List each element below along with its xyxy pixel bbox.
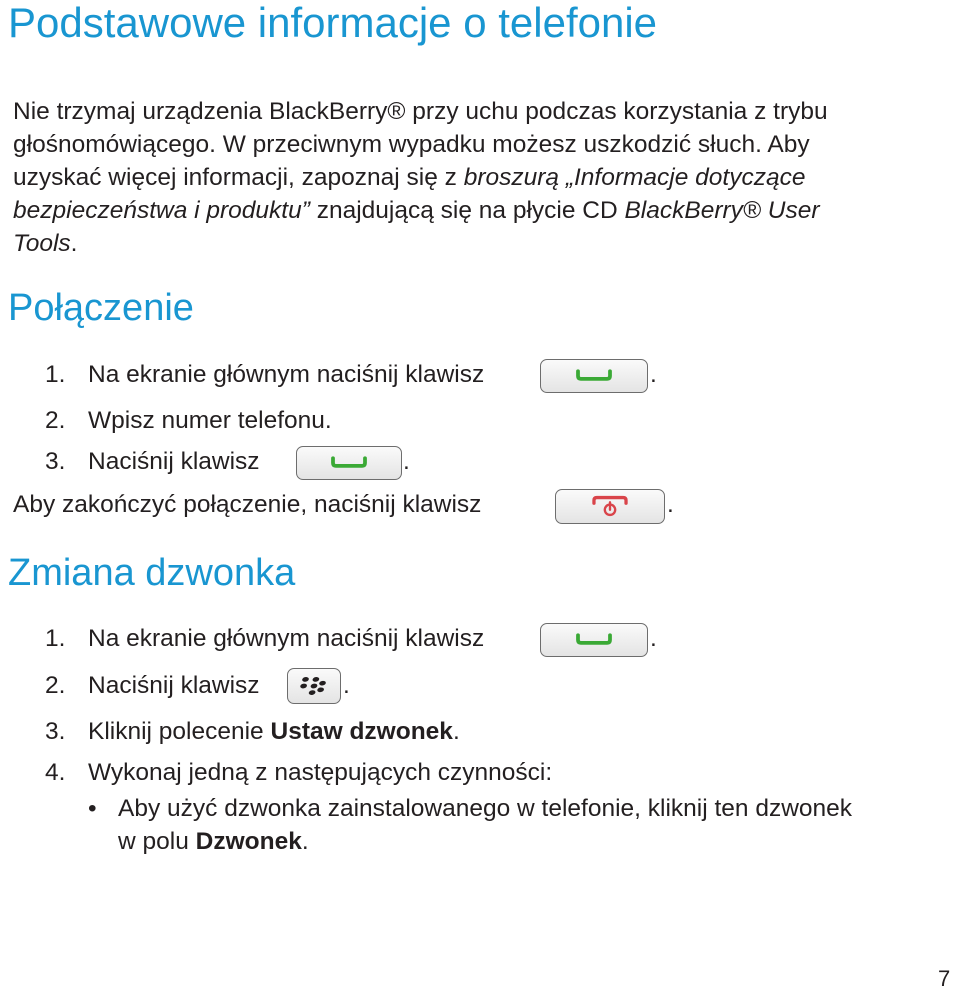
step-number: 2.	[45, 672, 66, 699]
bullet-text-line-2: w polu Dzwonek.	[118, 828, 309, 855]
page-number: 7	[938, 966, 951, 991]
bullet-marker: •	[88, 795, 97, 822]
send-key-icon	[540, 359, 648, 393]
step-number: 4.	[45, 759, 66, 786]
section-heading-polaczenie: Połączenie	[8, 287, 194, 329]
intro-line-5: Tools.	[13, 230, 78, 257]
intro-line-2: głośnomówiącego. W przeciwnym wypadku możesz uszkodzić słuch. Aby	[13, 131, 810, 158]
step-number: 1.	[45, 361, 66, 388]
step-end: .	[403, 448, 410, 475]
page-title: Podstawowe informacje o telefonie	[8, 0, 658, 46]
blackberry-menu-key-icon	[287, 668, 341, 704]
step-text: Na ekranie głównym naciśnij klawisz	[88, 361, 485, 388]
intro-line-3: uzyskać więcej informacji, zapoznaj się z broszurą „Informacje dotyczące	[13, 164, 806, 191]
step-end: .	[650, 361, 657, 388]
step-text: Naciśnij klawisz	[88, 672, 260, 699]
step-number: 3.	[45, 718, 66, 745]
step-text: Naciśnij klawisz	[88, 448, 260, 475]
step-text: Kliknij polecenie Ustaw dzwonek.	[88, 718, 460, 745]
step-text: Na ekranie głównym naciśnij klawisz	[88, 625, 485, 652]
end-key-icon	[555, 489, 665, 524]
step-number: 1.	[45, 625, 66, 652]
section-heading-zmiana-dzwonka: Zmiana dzwonka	[8, 552, 296, 594]
intro-line-1: Nie trzymaj urządzenia BlackBerry® przy uchu podczas korzystania z trybu	[13, 98, 828, 125]
step-text: Wpisz numer telefonu.	[88, 407, 332, 434]
bullet-text-line-1: Aby użyć dzwonka zainstalowanego w telefonie, kliknij ten dzwonek	[118, 795, 853, 822]
intro-line-4: bezpieczeństwa i produktu” znajdującą się na płycie CD BlackBerry® User	[13, 197, 820, 224]
step-text: Wykonaj jedną z następujących czynności:	[88, 759, 553, 786]
step-number: 3.	[45, 448, 66, 475]
send-key-icon	[296, 446, 402, 480]
step-end: .	[343, 672, 350, 699]
step-end: .	[650, 625, 657, 652]
step-end: .	[667, 491, 674, 518]
end-call-text: Aby zakończyć połączenie, naciśnij klawisz	[13, 491, 482, 518]
step-number: 2.	[45, 407, 66, 434]
send-key-icon	[540, 623, 648, 657]
